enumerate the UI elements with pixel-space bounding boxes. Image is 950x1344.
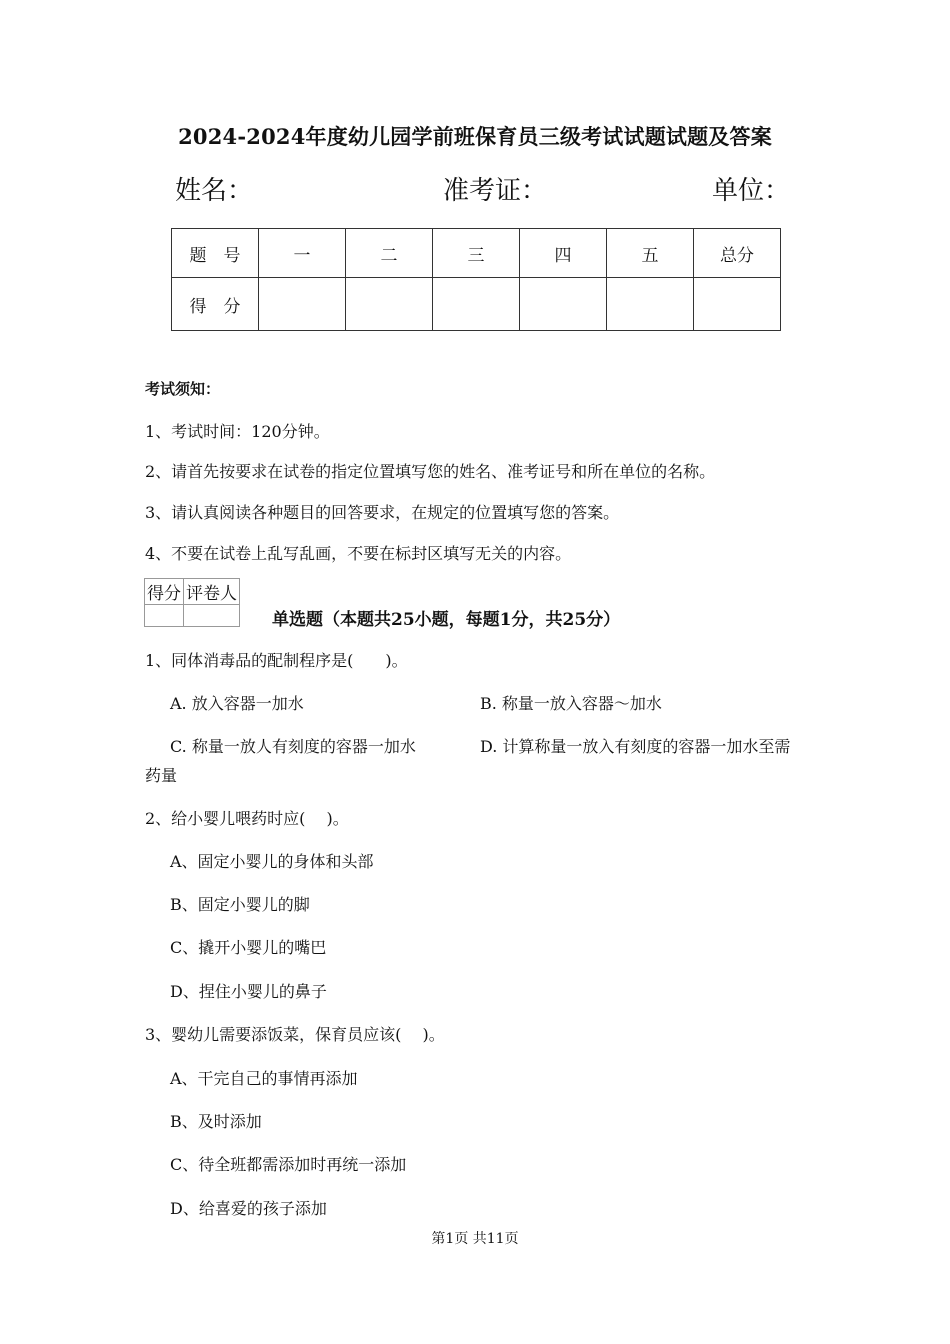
question-option: D、给喜爱的孩子添加 <box>170 1199 327 1218</box>
score-input-cell[interactable] <box>607 278 694 331</box>
score-table-header-row <box>172 229 781 278</box>
notice-item: 4、不要在试卷上乱写乱画，不要在标封区填写无关的内容。 <box>145 544 572 563</box>
exam-number-label: 准考证： <box>443 176 548 206</box>
notice-heading: 考试须知： <box>145 380 221 398</box>
question-option: A、干完自己的事情再添加 <box>170 1069 358 1088</box>
score-input-cell[interactable] <box>694 278 781 331</box>
score-header-cell: 三 <box>433 229 520 278</box>
score-header-cell: 五 <box>607 229 694 278</box>
question-option: C、撬开小婴儿的嘴巴 <box>170 938 327 957</box>
question-option-continuation: 药量 <box>145 766 178 785</box>
score-input-cell[interactable] <box>346 278 433 331</box>
score-table-score-row <box>172 278 781 331</box>
grader-score-label: 得分 <box>145 579 184 605</box>
notice-item: 1、考试时间：120分钟。 <box>145 422 330 441</box>
grader-score-cell[interactable] <box>145 605 184 627</box>
grader-reviewer-label: 评卷人 <box>184 579 240 605</box>
grader-box <box>144 578 240 627</box>
score-header-cell: 总分 <box>694 229 781 278</box>
question-option: B. 称量一放入容器～加水 <box>480 694 662 713</box>
question-option: B、固定小婴儿的脚 <box>170 895 310 914</box>
section-title: 单选题（本题共25小题，每题1分，共25分） <box>272 610 621 630</box>
score-header-cell: 一 <box>259 229 346 278</box>
score-input-cell[interactable] <box>259 278 346 331</box>
question-option: A. 放入容器一加水 <box>170 694 304 713</box>
question-option: C. 称量一放人有刻度的容器一加水 <box>170 737 416 756</box>
document-title: 2024-2024年度幼儿园学前班保育员三级考试试题试题及答案 <box>178 124 772 149</box>
score-table <box>171 228 781 331</box>
question-option: C、待全班都需添加时再统一添加 <box>170 1155 407 1174</box>
question-option: D. 计算称量一放入有刻度的容器一加水至需 <box>480 737 791 756</box>
score-row-label: 得 分 <box>172 278 259 331</box>
question-stem: 1、同体消毒品的配制程序是( )。 <box>145 651 408 670</box>
notice-item: 3、请认真阅读各种题目的回答要求，在规定的位置填写您的答案。 <box>145 503 620 522</box>
score-header-cell: 四 <box>520 229 607 278</box>
question-option: A、固定小婴儿的身体和头部 <box>170 852 374 871</box>
grader-reviewer-cell[interactable] <box>184 605 240 627</box>
question-stem: 3、婴幼儿需要添饭菜，保育员应该( )。 <box>145 1025 445 1044</box>
question-option: B、及时添加 <box>170 1112 262 1131</box>
name-label: 姓名： <box>175 176 254 206</box>
notice-item: 2、请首先按要求在试卷的指定位置填写您的姓名、准考证号和所在单位的名称。 <box>145 462 716 481</box>
score-header-cell: 题 号 <box>172 229 259 278</box>
unit-label: 单位： <box>712 176 791 206</box>
score-input-cell[interactable] <box>520 278 607 331</box>
score-header-cell: 二 <box>346 229 433 278</box>
question-stem: 2、给小婴儿喂药时应( )。 <box>145 809 349 828</box>
score-input-cell[interactable] <box>433 278 520 331</box>
question-option: D、捏住小婴儿的鼻子 <box>170 982 327 1001</box>
page-footer: 第1页 共11页 <box>431 1231 519 1247</box>
